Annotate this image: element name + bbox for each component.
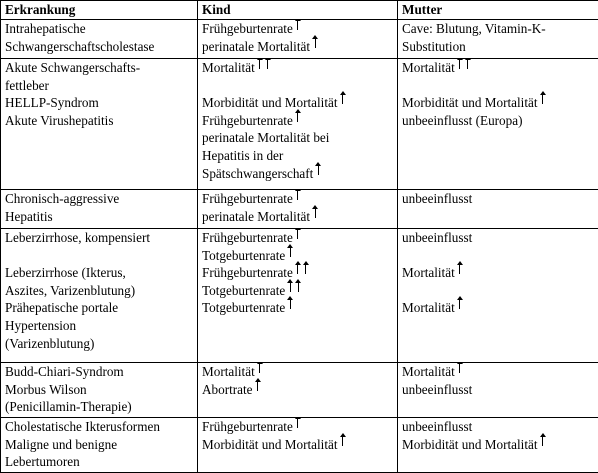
arrow-up-icon xyxy=(295,279,301,292)
kind-text: Morbidität und Mortalität xyxy=(202,95,338,110)
kind-line xyxy=(202,190,397,208)
arrow-up-icon xyxy=(540,433,546,446)
mutter-line: Cave: Blutung, Vitamin-K- xyxy=(402,20,598,38)
arrow-up-icon xyxy=(312,205,318,218)
arrow-up-icon xyxy=(287,279,293,292)
erkrankung-line: Intrahepatische xyxy=(5,20,197,38)
kind-line xyxy=(202,165,397,183)
cell-erkrankung xyxy=(1,363,198,418)
mutter-text: Morbidität und Mortalität xyxy=(402,95,538,110)
kind-line xyxy=(202,418,397,436)
spacer xyxy=(402,282,598,300)
table-row xyxy=(1,20,598,59)
erkrankung-line: Akute Virushepatitis xyxy=(5,112,197,130)
erkrankung-line: (Penicillamin-Therapie) xyxy=(5,398,197,416)
arrow-up-icon xyxy=(457,261,463,274)
cell-erkrankung xyxy=(1,229,198,363)
arrow-up-icon xyxy=(257,363,263,374)
cell-kind xyxy=(198,59,398,190)
header-kind: Kind xyxy=(198,1,398,20)
erkrankung-line: Chronisch-aggressive xyxy=(5,190,197,208)
cell-erkrankung xyxy=(1,20,198,59)
table-row xyxy=(1,229,598,363)
arrow-up-icon xyxy=(315,162,321,175)
cell-mutter xyxy=(398,418,598,473)
cell-mutter xyxy=(398,20,598,59)
mutter-line xyxy=(402,59,598,77)
kind-line xyxy=(202,208,397,226)
arrow-up-icon xyxy=(265,59,271,70)
kind-text: Abortrate xyxy=(202,382,253,397)
mutter-text: Mortalität xyxy=(402,300,455,315)
cell-kind xyxy=(198,363,398,418)
arrow-up-icon xyxy=(465,59,471,70)
kind-line xyxy=(202,363,397,381)
cell-mutter xyxy=(398,59,598,190)
kind-line: Hepatitis in der xyxy=(202,147,397,165)
mutter-line xyxy=(402,94,598,112)
mutter-line xyxy=(402,436,598,454)
kind-text: Mortalität xyxy=(202,364,255,379)
erkrankung-line: Hepatitis xyxy=(5,208,197,226)
kind-text: Totgeburtenrate xyxy=(202,283,285,298)
kind-line xyxy=(202,436,397,454)
cell-mutter xyxy=(398,363,598,418)
erkrankung-line: Budd-Chiari-Syndrom xyxy=(5,363,197,381)
mutter-line: Substitution xyxy=(402,38,598,56)
kind-line xyxy=(202,112,397,130)
erkrankung-line: Hypertension xyxy=(5,317,197,335)
arrow-up-icon xyxy=(295,418,301,429)
table-row xyxy=(1,59,598,190)
arrow-up-icon xyxy=(457,296,463,309)
kind-text: Frühgeburtenrate xyxy=(202,113,293,128)
mutter-text: Mortalität xyxy=(402,364,455,379)
mutter-line xyxy=(402,264,598,282)
erkrankung-line: Leberzirrhose, kompensiert xyxy=(5,229,197,247)
mutter-line: unbeeinflusst xyxy=(402,229,598,247)
mutter-text: Mortalität xyxy=(402,60,455,75)
arrow-up-icon xyxy=(295,20,301,31)
arrow-up-icon xyxy=(340,433,346,446)
erkrankung-line: Aszites, Varizenblutung) xyxy=(5,282,197,300)
cell-kind xyxy=(198,20,398,59)
arrow-up-icon xyxy=(287,296,293,309)
cell-erkrankung xyxy=(1,418,198,473)
kind-line xyxy=(202,381,397,399)
mutter-text: Morbidität und Mortalität xyxy=(402,437,538,452)
mutter-line: unbeeinflusst xyxy=(402,381,598,399)
erkrankung-line: Akute Schwangerschafts- xyxy=(5,59,197,77)
kind-text: Morbidität und Mortalität xyxy=(202,437,338,452)
kind-text: Frühgeburtenrate xyxy=(202,230,293,245)
table-row xyxy=(1,190,598,229)
header-row xyxy=(1,1,598,20)
erkrankung-line: Morbus Wilson xyxy=(5,381,197,399)
kind-text: Mortalität xyxy=(202,60,255,75)
arrow-up-icon xyxy=(457,59,463,70)
erkrankung-line: fettleber xyxy=(5,77,197,95)
mutter-line: unbeeinflusst xyxy=(402,190,598,208)
kind-text: Totgeburtenrate xyxy=(202,300,285,315)
cell-mutter xyxy=(398,229,598,363)
kind-line xyxy=(202,38,397,56)
erkrankung-line: Cholestatische Ikterusformen xyxy=(5,418,197,436)
table-row xyxy=(1,363,598,418)
kind-line xyxy=(202,20,397,38)
kind-text: Frühgeburtenrate xyxy=(202,191,293,206)
arrow-up-icon xyxy=(340,91,346,104)
erkrankung-line: HELLP-Syndrom xyxy=(5,94,197,112)
spacer xyxy=(402,247,598,265)
mutter-line: unbeeinflusst xyxy=(402,418,598,436)
kind-line: perinatale Mortalität bei xyxy=(202,129,397,147)
arrow-up-icon xyxy=(457,363,463,374)
cell-erkrankung xyxy=(1,190,198,229)
arrow-up-icon xyxy=(312,35,318,48)
cell-kind xyxy=(198,229,398,363)
erkrankung-line: Leberzirrhose (Ikterus, xyxy=(5,264,197,282)
arrow-up-icon xyxy=(303,261,309,274)
cell-mutter xyxy=(398,190,598,229)
kind-text: Frühgeburtenrate xyxy=(202,419,293,434)
arrow-up-icon xyxy=(257,59,263,70)
arrow-up-icon xyxy=(287,244,293,257)
arrow-up-icon xyxy=(295,109,301,122)
arrow-up-icon xyxy=(295,261,301,274)
arrow-up-icon xyxy=(540,91,546,104)
kind-text: perinatale Mortalität xyxy=(202,209,310,224)
spacer xyxy=(202,77,397,95)
kind-text: Frühgeburtenrate xyxy=(202,21,293,36)
spacer xyxy=(5,247,197,265)
kind-text: Frühgeburtenrate xyxy=(202,265,293,280)
mutter-line xyxy=(402,363,598,381)
kind-text: Spätschwangerschaft xyxy=(202,166,313,181)
kind-text: Totgeburtenrate xyxy=(202,248,285,263)
mutter-line: unbeeinflusst (Europa) xyxy=(402,112,598,130)
kind-line xyxy=(202,59,397,77)
cell-kind xyxy=(198,418,398,473)
arrow-up-icon xyxy=(255,378,261,391)
cell-erkrankung xyxy=(1,59,198,190)
header-mutter: Mutter xyxy=(398,1,598,20)
kind-line xyxy=(202,282,397,300)
kind-text: perinatale Mortalität xyxy=(202,39,310,54)
arrow-up-icon xyxy=(295,190,301,201)
erkrankung-line: Maligne und benigne xyxy=(5,436,197,454)
kind-line xyxy=(202,229,397,247)
mutter-text: Mortalität xyxy=(402,265,455,280)
spacer xyxy=(402,77,598,95)
mutter-line xyxy=(402,299,598,317)
erkrankung-line: (Varizenblutung) xyxy=(5,335,197,353)
erkrankung-line: Lebertumoren xyxy=(5,453,197,471)
header-erkrankung: Erkrankung xyxy=(1,1,198,20)
cell-kind xyxy=(198,190,398,229)
kind-line xyxy=(202,299,397,317)
erkrankung-line: Schwangerschaftscholestase xyxy=(5,38,197,56)
table-row xyxy=(1,418,598,473)
erkrankung-line: Prähepatische portale xyxy=(5,299,197,317)
arrow-up-icon xyxy=(295,229,301,240)
